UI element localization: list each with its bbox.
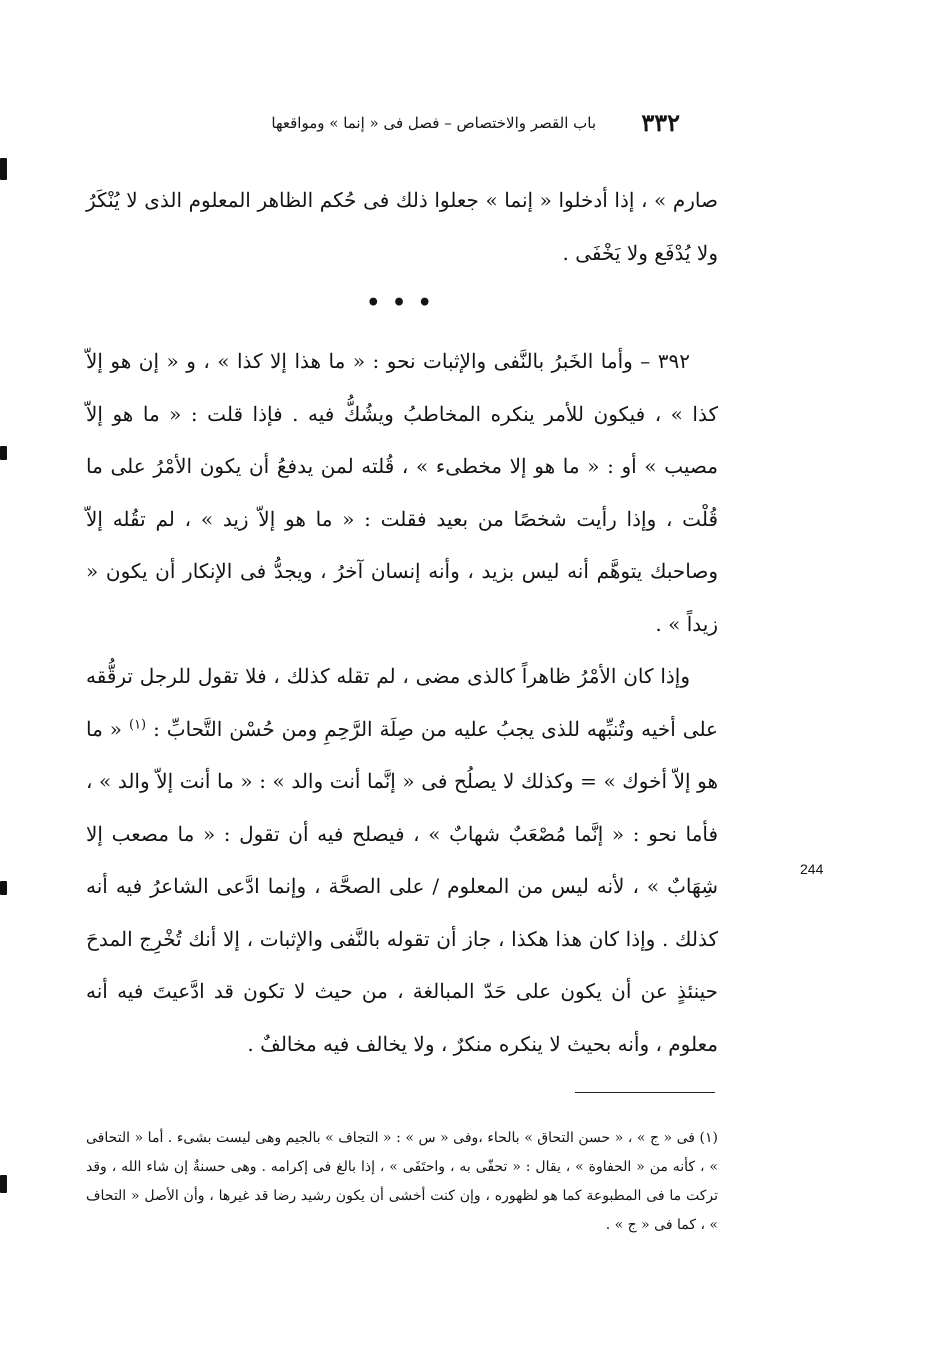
paragraph-text: صارم » ، إذا أدخلوا « إنما » جعلوا ذلك فى حُكم الظاهر المعلوم الذى لا يُنْكَرُ ولا يُدْفَع ولا يَخْفَى . <box>86 188 718 265</box>
running-title: باب القصر والاختصاص – فصل فى « إنما » ومواقعها <box>271 114 596 132</box>
text-after-note: « ما هو إلاّ أخوك » = وكذلك لا يصلُح فى « إنَّما أنت والد » : « ما أنت إلاّ والد » ، فأما نحو : « إنَّما مُصْعَبٌ شهابٌ » ، فيصلح فيه أن تقول : « ما مصعب إلا شِهَابٌ » ، لأنه ليس من المعلوم / على الصحَّة ، وإنما ادَّعى الشاعرُ فيه أنه كذلك . وإذا كان هذا هكذا ، جاز أن تقوله بالنَّفى والإثبات ، إلا أنك تُخْرِج المدحَ حينئذٍ عن أن يكون على حَدّ المبالغة ، من حيث لا تكون قد ادَّعيتَ فيه أنه معلوم ، وأنه بحيث لا ينكره منكرٌ ، ولا يخالف فيه مخالفٌ . <box>86 716 718 1056</box>
paragraph-continued <box>86 174 718 279</box>
scan-edge-mark <box>0 158 7 180</box>
original-page-marker: 244 <box>800 861 824 877</box>
scan-edge-mark <box>0 1175 7 1193</box>
paragraph-text: ٣٩٢ – وأما الخَبرُ بالنَّفى والإثبات نحو : « ما هذا إلا كذا » ، و « إن هو إلاّ كذا » ، فيكون للأمر ينكره المخاطبُ ويشُكُّ فيه . فإذا قلت : « ما هو إلاّ مصيب » أو : « ما هو إلا مخطىء » ، قُلته لمن يدفعُ أن يكون الأمْرُ على ما قُلْت ، وإذا رأيت شخصًا من بعيد فقلت : « ما هو إلاّ زيد » ، لم تقُله إلاّ وصاحبك يتوهَّم أنه ليس بزيد ، وأنه إنسان آخرُ ، ويجدُّ فى الإنكار أن يكون « زيداً » . <box>86 349 718 636</box>
page-number: ٣٣٢ <box>641 108 680 137</box>
footnote-reference[interactable]: (١) <box>128 716 147 732</box>
scan-edge-mark <box>0 881 7 895</box>
footnotes <box>86 1124 718 1240</box>
section-divider: • • • <box>366 290 434 316</box>
scan-edge-mark <box>0 446 7 460</box>
footnote-1: (١) فى « ج » ، « حسن التحاق » بالحاء ،وفى « س » : « التجاف » بالجيم وهى ليست بشىء . أما « التحافى » ، كأنه من « الحفاوة » ، يقال : « تحفّى به ، واحتَفَى » ، إذا بالغ فى إكرامه . وهى حسنةٌ إن شاء الله ، وقد تركت ما فى المطبوعة كما هو لظهوره ، وإن كنت أخشى أن يكون رشيد رضا قد غيرها ، وأن الأصل « التحاف » ، كما فى « ج » . <box>86 1130 718 1233</box>
paragraph-392 <box>86 335 718 650</box>
page-header <box>220 108 680 144</box>
paragraph-text <box>86 650 718 1070</box>
text-before-note: وإذا كان الأمْرُ ظاهراً كالذى مضى ، لم تقله كذلك ، فلا تقول للرجل ترقُّقه على أخيه وتُنبِّهه للذى يجبُ عليه من صِلَة الرَّحِمِ ومن حُسْن التَّحابِّ : <box>86 664 718 741</box>
paragraph-third <box>86 650 718 1070</box>
footnote-separator <box>575 1092 715 1093</box>
